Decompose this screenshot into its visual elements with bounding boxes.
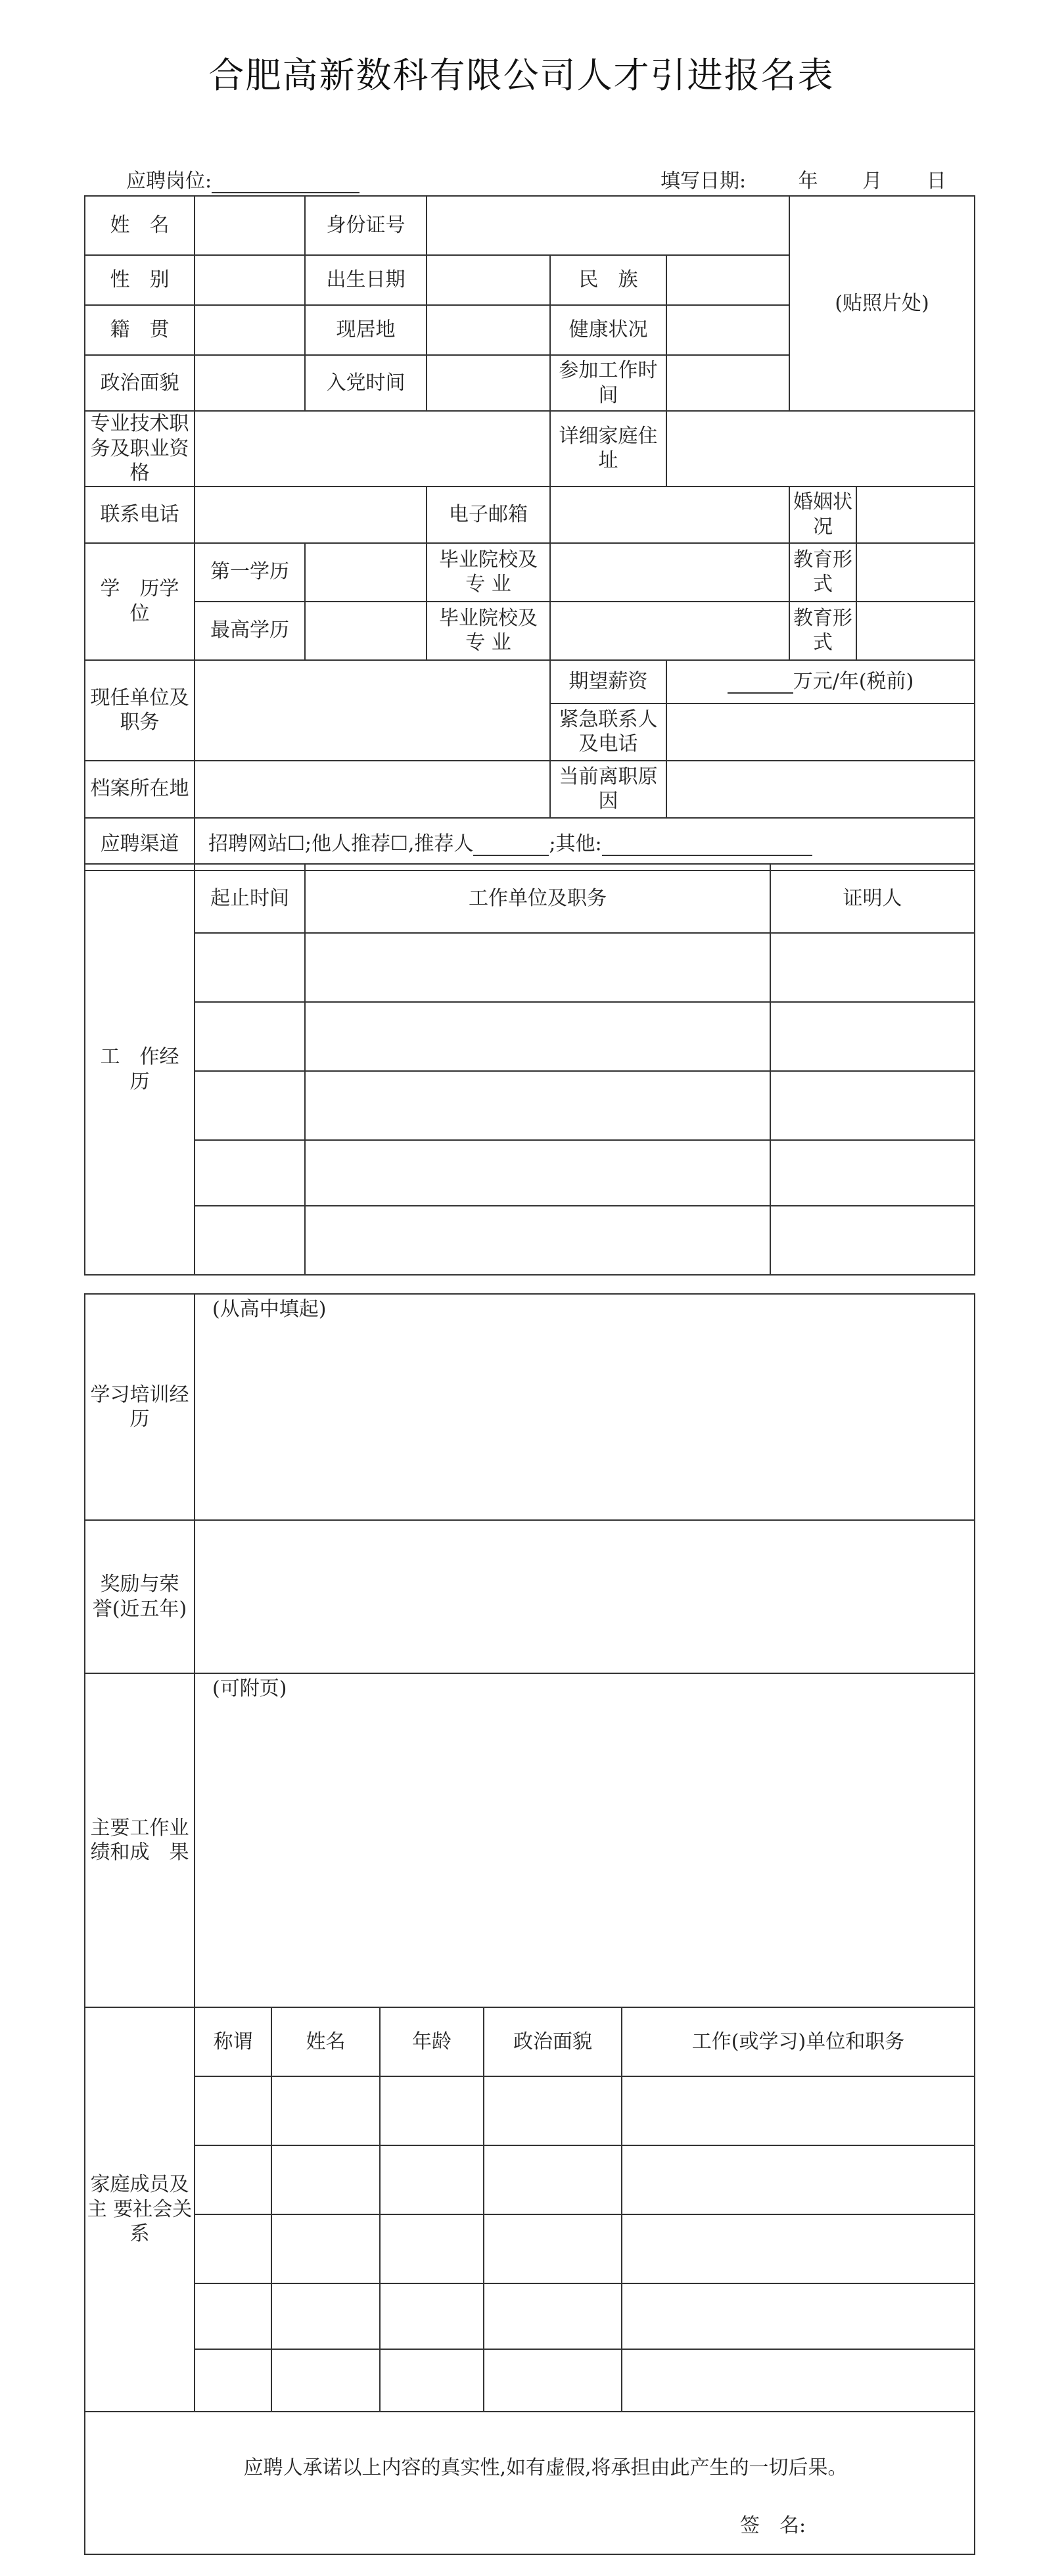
first-degree-field[interactable]	[305, 543, 427, 602]
study-mode-label-1: 教育形式	[789, 543, 856, 602]
first-school-field[interactable]	[550, 543, 789, 602]
work-witness-cell[interactable]	[770, 1206, 975, 1275]
emergency-contact-label: 紧急联系人及电话	[550, 704, 666, 761]
achievements-field[interactable]	[195, 1673, 975, 2007]
awards-label: 奖励与荣 誉(近五年)	[85, 1520, 195, 1673]
channel-label: 应聘渠道	[85, 818, 195, 871]
salary-unit: 万元/年(税前)	[793, 669, 914, 693]
work-period-cell[interactable]	[195, 1002, 305, 1071]
family-name-cell[interactable]	[271, 2076, 380, 2145]
birth-date-label: 出生日期	[305, 255, 427, 305]
witness-header: 证明人	[770, 864, 975, 933]
work-employer-cell[interactable]	[305, 1071, 770, 1140]
email-label: 电子邮箱	[427, 487, 550, 543]
family-unit-cell[interactable]	[622, 2076, 975, 2145]
ethnicity-field[interactable]	[666, 255, 789, 305]
referrer-blank[interactable]	[473, 836, 549, 856]
email-field[interactable]	[550, 487, 789, 543]
family-name-cell[interactable]	[271, 2349, 380, 2412]
party-join-label: 入党时间	[305, 355, 427, 411]
home-address-field[interactable]	[666, 411, 975, 487]
leave-reason-label: 当前离职原因	[550, 761, 666, 818]
form-title: 合肥高新数科有限公司人才引进报名表	[208, 55, 835, 96]
family-political-cell[interactable]	[484, 2214, 622, 2283]
school-major-label-2: 毕业院校及 专 业	[427, 602, 550, 660]
archive-location-field[interactable]	[195, 761, 550, 818]
position-header	[126, 164, 359, 193]
native-place-label: 籍 贯	[85, 305, 195, 355]
position-label: 应聘岗位:	[126, 170, 212, 193]
marital-label: 婚姻状况	[789, 487, 856, 543]
family-age-cell[interactable]	[380, 2076, 484, 2145]
family-relation-cell[interactable]	[195, 2076, 271, 2145]
family-label: 家庭成员及 主 要社会关系	[85, 2007, 195, 2412]
attach-note: (可附页)	[212, 1677, 287, 1700]
family-relation-cell[interactable]	[195, 2214, 271, 2283]
work-employer-cell[interactable]	[305, 1002, 770, 1071]
position-input-line[interactable]	[212, 172, 359, 193]
age-header: 年龄	[380, 2007, 484, 2076]
family-unit-cell[interactable]	[622, 2214, 975, 2283]
date-header	[661, 164, 946, 193]
home-address-label: 详细家庭住址	[550, 411, 666, 487]
phone-label: 联系电话	[85, 487, 195, 543]
work-period-cell[interactable]	[195, 933, 305, 1002]
family-unit-cell[interactable]	[622, 2145, 975, 2214]
school-major-label-1: 毕业院校及 专 业	[427, 543, 550, 602]
work-witness-cell[interactable]	[770, 1071, 975, 1140]
highest-degree-label: 最高学历	[195, 602, 305, 660]
work-experience-table	[84, 863, 975, 1276]
family-relation-cell[interactable]	[195, 2283, 271, 2349]
title-qualification-label: 专业技术职务及职业资格	[85, 411, 195, 487]
party-join-field[interactable]	[427, 355, 550, 411]
pledge-text: 应聘人承诺以上内容的真实性,如有虚假,将承担由此产生的一切后果。	[243, 2456, 848, 2479]
native-place-field[interactable]	[195, 305, 305, 355]
work-period-cell[interactable]	[195, 1071, 305, 1140]
phone-field[interactable]	[195, 487, 427, 543]
political-status-field[interactable]	[195, 355, 305, 411]
pledge-cell	[85, 2412, 975, 2554]
study-note: (从高中填起)	[212, 1298, 327, 1321]
family-age-cell[interactable]	[380, 2214, 484, 2283]
residence-field[interactable]	[427, 305, 550, 355]
channel-other-label: ;其他:	[549, 832, 602, 855]
current-employer-label: 现任单位及职务	[85, 660, 195, 761]
employer-title-header: 工作单位及职务	[305, 864, 770, 933]
family-relation-cell[interactable]	[195, 2145, 271, 2214]
work-start-field[interactable]	[666, 355, 789, 411]
first-degree-label: 第一学历	[195, 543, 305, 602]
gender-label: 性 别	[85, 255, 195, 305]
study-training-field[interactable]	[195, 1294, 975, 1520]
family-age-cell[interactable]	[380, 2145, 484, 2214]
relation-header: 称谓	[195, 2007, 271, 2076]
family-political-cell[interactable]	[484, 2283, 622, 2349]
ethnicity-label: 民 族	[550, 255, 666, 305]
family-name-cell[interactable]	[271, 2145, 380, 2214]
expected-salary-field[interactable]	[666, 660, 975, 704]
day-label: 日	[926, 170, 946, 193]
expected-salary-label: 期望薪资	[550, 660, 666, 704]
leave-reason-field[interactable]	[666, 761, 975, 818]
family-name-cell[interactable]	[271, 2214, 380, 2283]
family-unit-cell[interactable]	[622, 2349, 975, 2412]
work-experience-label: 工 作经 历	[85, 864, 195, 1275]
photo-box[interactable]: (贴照片处)	[789, 196, 975, 411]
study-mode-label-2: 教育形式	[789, 602, 856, 660]
work-witness-cell[interactable]	[770, 933, 975, 1002]
first-study-mode-field[interactable]	[856, 543, 975, 602]
family-political-cell[interactable]	[484, 2349, 622, 2412]
birth-date-field[interactable]	[427, 255, 550, 305]
marital-field[interactable]	[856, 487, 975, 543]
salary-blank[interactable]	[728, 674, 793, 694]
family-age-cell[interactable]	[380, 2349, 484, 2412]
study-training-label: 学习培训经 历	[85, 1294, 195, 1520]
emergency-contact-field[interactable]	[666, 704, 975, 761]
id-number-label: 身份证号	[305, 196, 427, 255]
family-unit-header: 工作(或学习)单位和职务	[622, 2007, 975, 2076]
date-label: 填写日期:	[661, 170, 747, 193]
work-employer-cell[interactable]	[305, 1206, 770, 1275]
family-relation-cell[interactable]	[195, 2349, 271, 2412]
highest-degree-field[interactable]	[305, 602, 427, 660]
family-political-cell[interactable]	[484, 2076, 622, 2145]
info-table	[84, 195, 975, 871]
work-employer-cell[interactable]	[305, 933, 770, 1002]
experience-table	[84, 1293, 975, 2555]
gender-field[interactable]	[195, 255, 305, 305]
month-label: 月	[862, 170, 883, 193]
achievements-label: 主要工作业绩和成 果	[85, 1673, 195, 2007]
name-field[interactable]	[195, 196, 305, 255]
name-label: 姓 名	[85, 196, 195, 255]
archive-location-label: 档案所在地	[85, 761, 195, 818]
signature-field[interactable]	[85, 2481, 974, 2539]
year-label: 年	[798, 170, 818, 193]
channel-field[interactable]	[195, 818, 975, 871]
work-period-cell[interactable]	[195, 1206, 305, 1275]
current-employer-field[interactable]	[195, 660, 550, 761]
family-unit-cell[interactable]	[622, 2283, 975, 2349]
work-witness-cell[interactable]	[770, 1140, 975, 1206]
family-name-header: 姓名	[271, 2007, 380, 2076]
work-employer-cell[interactable]	[305, 1140, 770, 1206]
family-political-cell[interactable]	[484, 2145, 622, 2214]
highest-school-field[interactable]	[550, 602, 789, 660]
work-period-cell[interactable]	[195, 1140, 305, 1206]
political-status-label: 政治面貌	[85, 355, 195, 411]
signature-label: 签 名:	[739, 2514, 806, 2537]
period-header: 起止时间	[195, 864, 305, 933]
education-label: 学 历学 位	[85, 543, 195, 660]
work-start-label: 参加工作时 间	[550, 355, 666, 411]
family-political-header: 政治面貌	[484, 2007, 622, 2076]
work-witness-cell[interactable]	[770, 1002, 975, 1071]
family-name-cell[interactable]	[271, 2283, 380, 2349]
residence-label: 现居地	[305, 305, 427, 355]
other-blank[interactable]	[602, 836, 812, 856]
title-qualification-field[interactable]	[195, 411, 550, 487]
awards-field[interactable]	[195, 1520, 975, 1673]
health-label: 健康状况	[550, 305, 666, 355]
channel-options: 招聘网站☐;他人推荐☐,推荐人	[208, 832, 474, 855]
highest-study-mode-field[interactable]	[856, 602, 975, 660]
family-age-cell[interactable]	[380, 2283, 484, 2349]
id-number-field[interactable]	[427, 196, 789, 255]
health-field[interactable]	[666, 305, 789, 355]
